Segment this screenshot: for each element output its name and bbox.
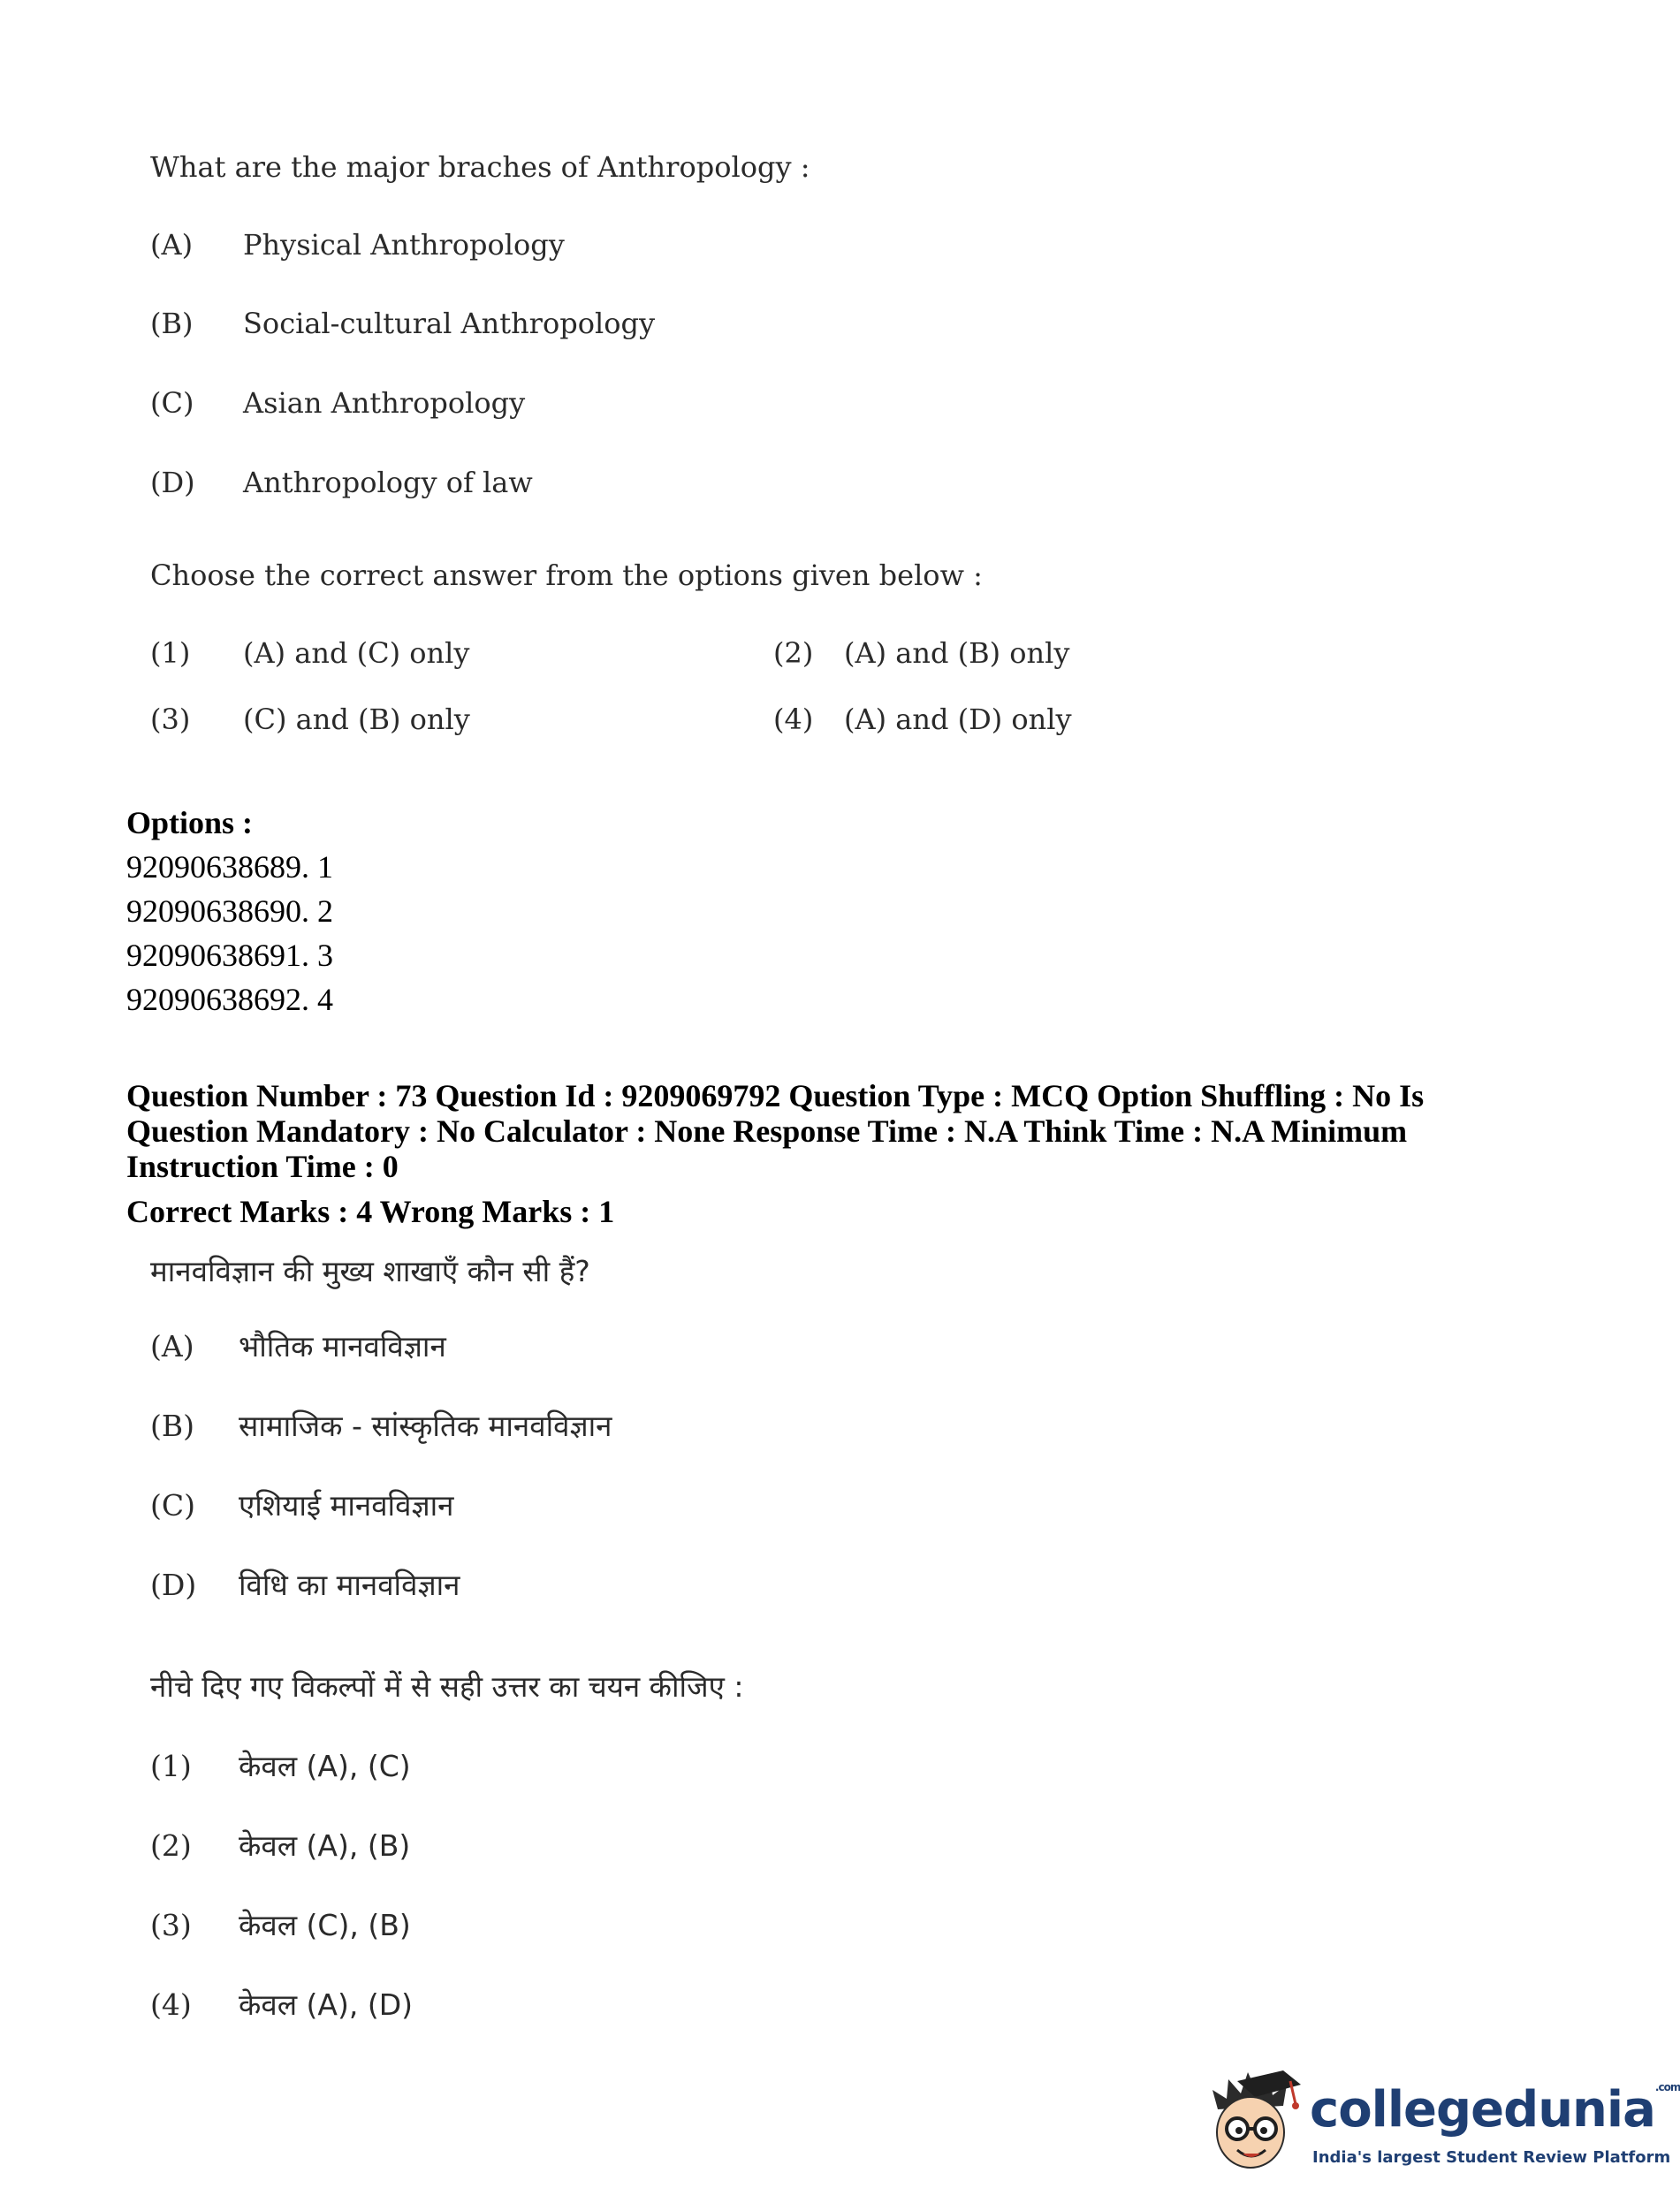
statement-label: (A) — [150, 228, 194, 262]
statement-label: (D) — [150, 1568, 197, 1602]
statement-text: एशियाई मानवविज्ञान — [239, 1488, 454, 1523]
statement-text: Social-cultural Anthropology — [243, 307, 656, 340]
choice-text: केवल (A), (B) — [239, 1828, 411, 1863]
statement-text: Anthropology of law — [243, 466, 533, 499]
choice-label: (1) — [150, 636, 191, 670]
choice-text: केवल (A), (C) — [239, 1749, 411, 1783]
question-instruction-hindi: नीचे दिए गए विकल्पों में से सही उत्तर का चयन कीजिए : — [150, 1669, 744, 1704]
statement-label: (A) — [150, 1329, 194, 1364]
choice-label: (3) — [150, 1908, 192, 1942]
answer-choice-2-hindi — [150, 1825, 410, 1865]
brand-suffix: .com — [1654, 2081, 1680, 2093]
choice-label: (4) — [150, 1987, 192, 2022]
statement-a — [150, 228, 565, 262]
statement-d-hindi — [150, 1564, 460, 1604]
statement-text: भौतिक मानवविज्ञान — [239, 1329, 446, 1364]
choice-text: (A) and (B) only — [844, 636, 1070, 670]
collegedunia-logo[interactable] — [1202, 2063, 1680, 2178]
statement-label: (B) — [150, 307, 194, 340]
answer-choice-1 — [150, 636, 469, 670]
answer-choice-2 — [773, 636, 1069, 670]
choice-text: केवल (C), (B) — [239, 1908, 411, 1942]
statement-d — [150, 466, 533, 499]
choice-text: (A) and (D) only — [844, 703, 1072, 736]
choice-text: केवल (A), (D) — [239, 1987, 414, 2022]
brand-tagline: India's largest Student Review Platform — [1312, 2148, 1671, 2167]
option-id: 92090638692. 4 — [126, 982, 333, 1017]
options-title: Options : — [126, 805, 254, 840]
choice-text: (C) and (B) only — [243, 703, 470, 736]
choice-label: (2) — [773, 636, 814, 670]
choice-label: (4) — [773, 703, 814, 736]
brand-text: collegedunia — [1310, 2081, 1655, 2139]
statement-b-hindi — [150, 1405, 612, 1445]
statement-label: (B) — [150, 1409, 194, 1443]
marks-info: Correct Marks : 4 Wrong Marks : 1 — [126, 1194, 615, 1229]
statement-c — [150, 386, 525, 420]
choice-label: (2) — [150, 1828, 192, 1863]
question-stem: What are the major braches of Anthropology : — [150, 150, 810, 184]
question-meta: Question Number : 73 Question Id : 9209069792 Question Type : MCQ Option Shuffling : No Is Question Mandatory : No Calculator : None Response Time : N.A Think Time : N.A Minimum Instruction Time : 0 — [126, 1078, 1425, 1184]
statement-b — [150, 307, 655, 340]
statement-text: Asian Anthropology — [243, 386, 526, 420]
choice-text: (A) and (C) only — [243, 636, 470, 670]
question-stem-hindi: मानवविज्ञान की मुख्य शाखाएँ कौन सी हैं? — [150, 1254, 590, 1288]
statement-label: (C) — [150, 386, 194, 420]
mascot-graduate-icon — [1202, 2063, 1308, 2178]
question-instruction: Choose the correct answer from the options given below : — [150, 558, 983, 592]
answer-choice-3-hindi — [150, 1904, 411, 1944]
answer-choice-4 — [773, 703, 1072, 736]
brand-name — [1310, 2081, 1680, 2139]
statement-label: (C) — [150, 1488, 195, 1523]
answer-choice-1-hindi — [150, 1745, 411, 1785]
option-id: 92090638689. 1 — [126, 849, 333, 885]
statement-label: (D) — [150, 466, 195, 499]
answer-choice-3 — [150, 703, 470, 736]
statement-text: Physical Anthropology — [243, 228, 565, 262]
statement-a-hindi — [150, 1326, 446, 1365]
statement-text: विधि का मानवविज्ञान — [239, 1568, 460, 1602]
statement-text: सामाजिक - सांस्कृतिक मानवविज्ञान — [239, 1409, 612, 1443]
choice-label: (1) — [150, 1749, 192, 1783]
option-id: 92090638691. 3 — [126, 938, 333, 973]
choice-label: (3) — [150, 703, 191, 736]
option-id: 92090638690. 2 — [126, 893, 333, 929]
statement-c-hindi — [150, 1485, 453, 1524]
answer-choice-4-hindi — [150, 1984, 413, 2024]
